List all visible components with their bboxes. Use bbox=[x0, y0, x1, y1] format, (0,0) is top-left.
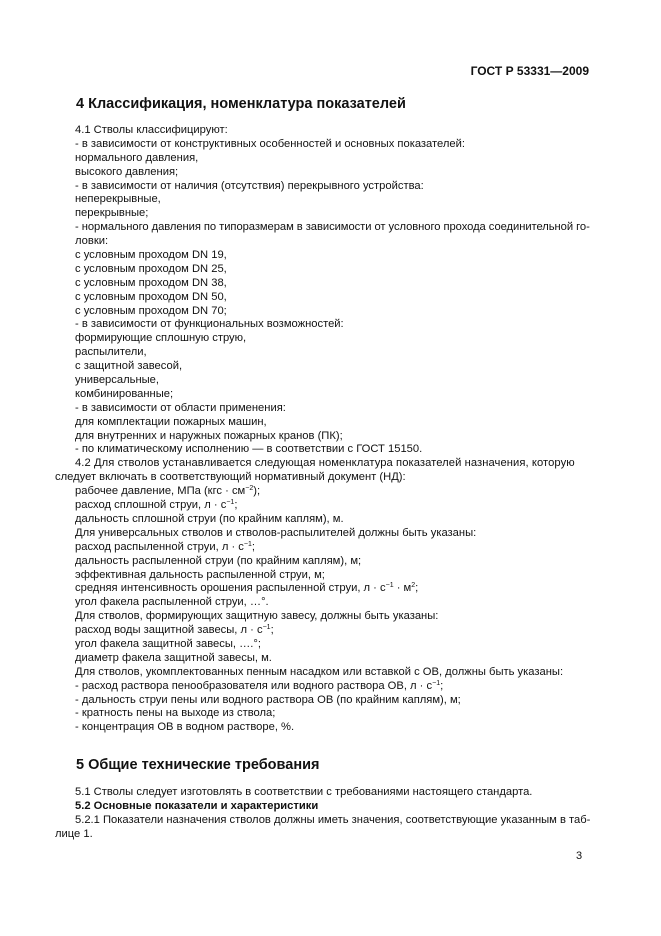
text-line: 5.1 Стволы следует изготовлять в соответствии с требованиями настоящего стандарта. bbox=[75, 786, 533, 798]
text-fragment: рабочее давление, МПа (кгс · см bbox=[75, 485, 246, 498]
text-line: - нормального давления по типоразмерам в зависимости от условного прохода соединительной го- bbox=[75, 221, 590, 234]
text-line: - по климатическому исполнению — в соответствии с ГОСТ 15150. bbox=[75, 443, 423, 456]
text-line: 4.1 Стволы классифицируют: bbox=[75, 124, 228, 136]
text-line bbox=[75, 485, 587, 499]
text-line: - в зависимости от конструктивных особенностей и основных показателей: bbox=[75, 137, 465, 150]
superscript: −1 bbox=[432, 679, 441, 687]
text-line: - дальность струи пены или водного раствора ОВ (по крайним каплям), м; bbox=[75, 693, 461, 706]
text-line: высокого давления; bbox=[75, 165, 179, 178]
text-fragment: ; bbox=[415, 582, 419, 595]
text-line bbox=[75, 624, 587, 638]
text-line: Для стволов, формирующих защитную завесу, должны быть указаны: bbox=[75, 610, 439, 623]
page-number: 3 bbox=[576, 850, 583, 862]
text-line: с условным проходом DN 70; bbox=[75, 304, 227, 317]
text-line: дальность распыленной струи (по крайним каплям), м; bbox=[75, 554, 362, 567]
superscript: −1 bbox=[262, 624, 271, 632]
text-line: следует включать в соответствующий нормативный документ (НД): bbox=[55, 471, 406, 484]
text-line: лице 1. bbox=[55, 827, 93, 840]
document-code: ГОСТ Р 53331—2009 bbox=[470, 64, 589, 78]
text-fragment: ; bbox=[440, 679, 444, 692]
text-fragment: ; bbox=[251, 540, 255, 553]
text-line: формирующие сплошную струю, bbox=[75, 332, 247, 345]
text-fragment: ; bbox=[270, 624, 274, 637]
text-line: 4.2 Для стволов устанавливается следующая номенклатура показателей назначения, которую bbox=[75, 457, 575, 470]
text-line: неперекрывные, bbox=[75, 193, 161, 206]
text-fragment: расход сплошной струи, л · с bbox=[75, 499, 227, 512]
text-line: для внутренних и наружных пожарных кранов (ПК); bbox=[75, 429, 343, 442]
superscript: −2 bbox=[245, 485, 254, 493]
text-line: перекрывные; bbox=[75, 207, 149, 220]
text-fragment: - расход раствора пенообразователя или водного раствора ОВ, л · с bbox=[75, 679, 433, 692]
superscript: 2 bbox=[411, 582, 416, 590]
text-fragment: · м bbox=[393, 582, 412, 595]
section-4-heading: 4 Классификация, номенклатура показателей bbox=[76, 96, 406, 112]
text-line bbox=[75, 541, 587, 555]
text-line: с условным проходом DN 38, bbox=[75, 276, 227, 289]
text-line bbox=[75, 499, 587, 513]
text-line: нормального давления, bbox=[75, 151, 199, 164]
text-line bbox=[75, 582, 587, 596]
text-line: распылители, bbox=[75, 346, 147, 359]
text-line: - в зависимости от функциональных возможностей: bbox=[75, 318, 344, 331]
text-line: - в зависимости от области применения: bbox=[75, 401, 286, 414]
text-line: диаметр факела защитной завесы, м. bbox=[75, 651, 272, 664]
text-line: для комплектации пожарных машин, bbox=[75, 415, 267, 428]
subsection-heading: 5.2 Основные показатели и характеристики bbox=[75, 799, 319, 812]
text-line: угол факела защитной завесы, ….°; bbox=[75, 637, 262, 650]
text-line: ловки: bbox=[75, 235, 109, 248]
text-fragment: средняя интенсивность орошения распыленной струи, л · с bbox=[75, 582, 386, 595]
text-fragment: ; bbox=[234, 499, 238, 512]
text-fragment: ); bbox=[253, 485, 261, 498]
text-line: - в зависимости от наличия (отсутствия) перекрывного устройства: bbox=[75, 179, 424, 192]
text-line: дальность сплошной струи (по крайним каплям), м. bbox=[75, 512, 344, 525]
text-line: с условным проходом DN 25, bbox=[75, 262, 227, 275]
text-line: угол факела распыленной струи, …°. bbox=[75, 596, 269, 609]
text-line: Для универсальных стволов и стволов-распылителей должны быть указаны: bbox=[75, 526, 477, 539]
superscript: −1 bbox=[385, 582, 394, 590]
text-line: эффективная дальность распыленной струи, м; bbox=[75, 568, 325, 581]
text-line: - кратность пены на выходе из ствола; bbox=[75, 707, 276, 720]
text-line: с защитной завесой, bbox=[75, 360, 183, 373]
text-line: 5.2.1 Показатели назначения стволов должны иметь значения, соответствующие указанным в таб- bbox=[75, 813, 591, 826]
text-fragment: расход воды защитной завесы, л · с bbox=[75, 624, 263, 637]
text-line: универсальные, bbox=[75, 374, 160, 387]
text-line: Для стволов, укомплектованных пенным насадком или вставкой с ОВ, должны быть указаны: bbox=[75, 665, 564, 678]
section-5-body bbox=[55, 786, 591, 842]
text-fragment: расход распыленной струи, л · с bbox=[75, 540, 244, 553]
superscript: −1 bbox=[226, 499, 235, 507]
text-line: комбинированные; bbox=[75, 387, 174, 400]
text-line bbox=[75, 680, 587, 694]
section-5-heading: 5 Общие технические требования bbox=[76, 757, 320, 773]
text-line: с условным проходом DN 50, bbox=[75, 290, 227, 303]
text-line: - концентрация ОВ в водном растворе, %. bbox=[75, 721, 295, 734]
superscript: −1 bbox=[243, 540, 252, 548]
section-4-body bbox=[55, 124, 590, 735]
text-line: с условным проходом DN 19, bbox=[75, 249, 227, 262]
